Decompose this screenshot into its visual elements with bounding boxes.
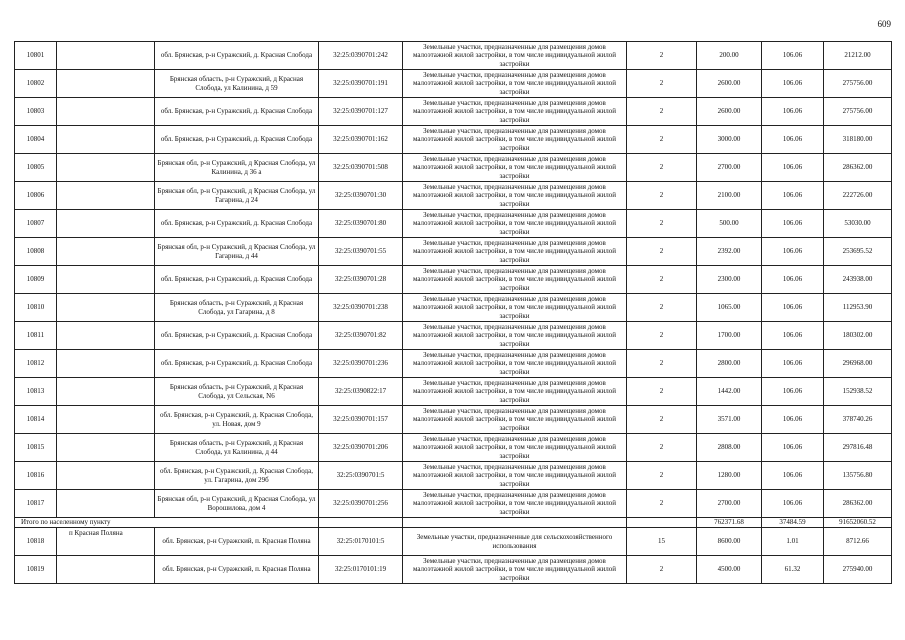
empty-cell [319,518,403,528]
cadastral-value-cell: 53030.00 [824,210,892,238]
cadastral-number-cell: 32:25:0170101:5 [319,528,403,556]
row-number: 10818 [15,528,57,556]
cadastral-value-cell: 296968.00 [824,350,892,378]
table-row [15,322,892,350]
category-code-cell: 15 [627,528,697,556]
cadastral-value-cell: 286362.00 [824,154,892,182]
unit-price-cell: 106.06 [762,406,824,434]
cadastral-value-cell: 286362.00 [824,490,892,518]
category-code-cell: 2 [627,154,697,182]
cadastral-number-cell: 32:25:0390701:82 [319,322,403,350]
land-use-cell: Земельные участки, предназначенные для размещения домов малоэтажной жилой застройки, в том числе индивидуальной жилой застройки [403,266,627,294]
unit-price-cell: 106.06 [762,238,824,266]
area-cell: 3000.00 [697,126,762,154]
unit-price-cell: 106.06 [762,490,824,518]
address-cell: Брянская область, р-н Суражский, д Красная Слобода, ул Гагарина, д 8 [155,294,319,322]
row-number: 10809 [15,266,57,294]
settlement-group-label: п Красная Поляна [69,529,123,537]
cadastral-number-cell: 32:25:0390701:30 [319,182,403,210]
row-number: 10805 [15,154,57,182]
empty-cell [57,406,155,434]
cadastral-value-cell: 275756.00 [824,98,892,126]
category-code-cell: 2 [627,182,697,210]
area-cell: 8600.00 [697,528,762,556]
row-number: 10813 [15,378,57,406]
table-row [15,556,892,584]
unit-price-cell: 106.06 [762,154,824,182]
table-row [15,378,892,406]
address-cell: обл. Брянская, р-н Суражский, д. Красная Слобода, ул. Новая, дом 9 [155,406,319,434]
category-code-cell: 2 [627,126,697,154]
land-use-cell: Земельные участки, предназначенные для размещения домов малоэтажной жилой застройки, в том числе индивидуальной жилой застройки [403,42,627,70]
table-row [15,266,892,294]
address-cell: Брянская область, р-н Суражский, д Красная Слобода, ул Калинина, д 44 [155,434,319,462]
address-cell: Брянская обл, р-н Суражский, д Красная Слобода, ул Калинина, д 36 а [155,154,319,182]
land-use-cell: Земельные участки, предназначенные для размещения домов малоэтажной жилой застройки, в том числе индивидуальной жилой застройки [403,126,627,154]
cadastral-number-cell: 32:25:0390701:236 [319,350,403,378]
empty-cell [403,518,627,528]
empty-cell [57,238,155,266]
cadastral-value-cell: 222726.00 [824,182,892,210]
table-row [15,126,892,154]
land-use-cell: Земельные участки, предназначенные для размещения домов малоэтажной жилой застройки, в том числе индивидуальной жилой застройки [403,434,627,462]
row-number: 10812 [15,350,57,378]
cadastral-number-cell: 32:25:0390701:28 [319,266,403,294]
category-code-cell: 2 [627,406,697,434]
land-use-cell: Земельные участки, предназначенные для размещения домов малоэтажной жилой застройки, в том числе индивидуальной жилой застройки [403,490,627,518]
area-cell: 4500.00 [697,556,762,584]
land-use-cell: Земельные участки, предназначенные для размещения домов малоэтажной жилой застройки, в том числе индивидуальной жилой застройки [403,182,627,210]
cadastral-number-cell: 32:25:0390701:80 [319,210,403,238]
cadastral-value-cell: 275940.00 [824,556,892,584]
row-number: 10807 [15,210,57,238]
unit-price-cell: 106.06 [762,378,824,406]
cadastral-number-cell: 32:25:0390701:157 [319,406,403,434]
category-code-cell: 2 [627,210,697,238]
land-use-cell: Земельные участки, предназначенные для размещения домов малоэтажной жилой застройки, в том числе индивидуальной жилой застройки [403,294,627,322]
empty-cell [57,490,155,518]
empty-cell [57,266,155,294]
unit-price-cell: 106.06 [762,462,824,490]
page-number: 609 [877,19,891,29]
empty-cell [57,182,155,210]
table-row [15,42,892,70]
area-cell: 1065.00 [697,294,762,322]
address-cell: Брянская обл, р-н Суражский, д Красная Слобода, ул Ворошилова, дом 4 [155,490,319,518]
unit-price-cell: 106.06 [762,42,824,70]
total-unit-price: 37484.59 [762,518,824,528]
address-cell: обл. Брянская, р-н Суражский, д. Красная Слобода [155,42,319,70]
row-number: 10816 [15,462,57,490]
table-row [15,462,892,490]
cadastral-number-cell: 32:25:0390701:206 [319,434,403,462]
area-cell: 500.00 [697,210,762,238]
cadastral-number-cell: 32:25:0390701:508 [319,154,403,182]
unit-price-cell: 106.06 [762,126,824,154]
cadastral-value-cell: 152938.52 [824,378,892,406]
land-use-cell: Земельные участки, предназначенные для размещения домов малоэтажной жилой застройки, в том числе индивидуальной жилой застройки [403,98,627,126]
address-cell: обл. Брянская, р-н Суражский, п. Красная Поляна [155,556,319,584]
address-cell: обл. Брянская, р-н Суражский, д. Красная Слобода [155,210,319,238]
table-row [15,70,892,98]
empty-cell [57,378,155,406]
table-row [15,210,892,238]
table-row [15,490,892,518]
empty-cell [57,98,155,126]
cadastral-number-cell: 32:25:0390701:256 [319,490,403,518]
area-cell: 2700.00 [697,490,762,518]
area-cell: 2808.00 [697,434,762,462]
row-number: 10808 [15,238,57,266]
address-cell: Брянская область, р-н Суражский, д Красная Слобода, ул Калинина, д 59 [155,70,319,98]
area-cell: 1442.00 [697,378,762,406]
empty-cell [57,126,155,154]
area-cell: 2800.00 [697,350,762,378]
address-cell: обл. Брянская, р-н Суражский, д. Красная Слобода [155,126,319,154]
table-row [15,434,892,462]
category-code-cell: 2 [627,556,697,584]
cadastral-number-cell: 32:25:0170101:19 [319,556,403,584]
address-cell: обл. Брянская, р-н Суражский, д. Красная Слобода, ул. Гагарина, дом 29б [155,462,319,490]
category-code-cell: 2 [627,490,697,518]
table-row [15,154,892,182]
address-cell: обл. Брянская, р-н Суражский, д. Красная Слобода [155,322,319,350]
cadastral-value-cell: 297816.48 [824,434,892,462]
cadastral-number-cell: 32:25:0390701:55 [319,238,403,266]
area-cell: 200.00 [697,42,762,70]
table-row [15,406,892,434]
unit-price-cell: 1.01 [762,528,824,556]
address-cell: Брянская область, р-н Суражский, д Красная Слобода, ул Сельская, N6 [155,378,319,406]
empty-cell [57,210,155,238]
cadastral-value-cell: 275756.00 [824,70,892,98]
unit-price-cell: 106.06 [762,322,824,350]
category-code-cell: 2 [627,42,697,70]
total-row [15,518,892,528]
row-number: 10802 [15,70,57,98]
cadastral-value-cell: 135756.80 [824,462,892,490]
cadastral-number-cell: 32:25:0390701:5 [319,462,403,490]
category-code-cell: 2 [627,70,697,98]
unit-price-cell: 106.06 [762,294,824,322]
row-number: 10804 [15,126,57,154]
land-use-cell: Земельные участки, предназначенные для размещения домов малоэтажной жилой застройки, в том числе индивидуальной жилой застройки [403,210,627,238]
row-number: 10814 [15,406,57,434]
table-row [15,98,892,126]
land-use-cell: Земельные участки, предназначенные для размещения домов малоэтажной жилой застройки, в том числе индивидуальной жилой застройки [403,322,627,350]
category-code-cell: 2 [627,434,697,462]
unit-price-cell: 106.06 [762,70,824,98]
table-row [15,238,892,266]
cadastral-number-cell: 32:25:0390701:238 [319,294,403,322]
table-row [15,528,892,556]
address-cell: обл. Брянская, р-н Суражский, д. Красная Слобода [155,98,319,126]
cadastral-number-cell: 32:25:0390701:162 [319,126,403,154]
land-use-cell: Земельные участки, предназначенные для размещения домов малоэтажной жилой застройки, в том числе индивидуальной жилой застройки [403,238,627,266]
total-area: 762371.68 [697,518,762,528]
unit-price-cell: 106.06 [762,98,824,126]
land-use-cell: Земельные участки, предназначенные для размещения домов малоэтажной жилой застройки, в том числе индивидуальной жилой застройки [403,350,627,378]
cadastral-value-cell: 378740.26 [824,406,892,434]
land-registry-table [14,41,892,584]
empty-cell [627,518,697,528]
empty-cell [57,434,155,462]
total-label: Итого по населенному пункту [15,518,319,528]
cadastral-number-cell: 32:25:0390822:17 [319,378,403,406]
unit-price-cell: 106.06 [762,350,824,378]
row-number: 10815 [15,434,57,462]
cadastral-value-cell: 253695.52 [824,238,892,266]
cadastral-value-cell: 318180.00 [824,126,892,154]
row-number: 10810 [15,294,57,322]
area-cell: 2600.00 [697,70,762,98]
empty-cell [57,350,155,378]
cadastral-value-cell: 21212.00 [824,42,892,70]
cadastral-number-cell: 32:25:0390701:127 [319,98,403,126]
empty-cell [57,462,155,490]
category-code-cell: 2 [627,238,697,266]
cadastral-value-cell: 8712.66 [824,528,892,556]
address-cell: обл. Брянская, р-н Суражский, д. Красная Слобода [155,350,319,378]
land-use-cell: Земельные участки, предназначенные для размещения домов малоэтажной жилой застройки, в том числе индивидуальной жилой застройки [403,556,627,584]
cadastral-value-cell: 243938.00 [824,266,892,294]
empty-cell [57,294,155,322]
address-cell: Брянская обл, р-н Суражский, д Красная Слобода, ул Гагарина, д 24 [155,182,319,210]
category-code-cell: 2 [627,350,697,378]
land-use-cell: Земельные участки, предназначенные для размещения домов малоэтажной жилой застройки, в том числе индивидуальной жилой застройки [403,154,627,182]
unit-price-cell: 106.06 [762,210,824,238]
area-cell: 2600.00 [697,98,762,126]
category-code-cell: 2 [627,378,697,406]
empty-cell [57,42,155,70]
empty-cell [57,556,155,584]
area-cell: 1280.00 [697,462,762,490]
table-row [15,294,892,322]
land-use-cell: Земельные участки, предназначенные для размещения домов малоэтажной жилой застройки, в том числе индивидуальной жилой застройки [403,462,627,490]
category-code-cell: 2 [627,98,697,126]
unit-price-cell: 106.06 [762,182,824,210]
row-number: 10817 [15,490,57,518]
table-row [15,182,892,210]
cadastral-value-cell: 112953.90 [824,294,892,322]
area-cell: 2300.00 [697,266,762,294]
row-number: 10801 [15,42,57,70]
row-number: 10803 [15,98,57,126]
unit-price-cell: 61.32 [762,556,824,584]
land-use-cell: Земельные участки, предназначенные для размещения домов малоэтажной жилой застройки, в том числе индивидуальной жилой застройки [403,70,627,98]
cadastral-value-cell: 180302.00 [824,322,892,350]
total-value: 91652060.52 [824,518,892,528]
unit-price-cell: 106.06 [762,266,824,294]
address-cell: обл. Брянская, р-н Суражский, п. Красная Поляна [155,528,319,556]
category-code-cell: 2 [627,322,697,350]
land-use-cell: Земельные участки, предназначенные для размещения домов малоэтажной жилой застройки, в том числе индивидуальной жилой застройки [403,378,627,406]
empty-cell [57,154,155,182]
row-number: 10811 [15,322,57,350]
cadastral-number-cell: 32:25:0390701:242 [319,42,403,70]
area-cell: 2700.00 [697,154,762,182]
category-code-cell: 2 [627,294,697,322]
table-body [15,42,892,584]
category-code-cell: 2 [627,462,697,490]
unit-price-cell: 106.06 [762,434,824,462]
empty-cell [57,322,155,350]
area-cell: 2392.00 [697,238,762,266]
address-cell: обл. Брянская, р-н Суражский, д. Красная Слобода [155,266,319,294]
empty-cell [57,528,155,556]
empty-cell [57,70,155,98]
table-row [15,350,892,378]
area-cell: 1700.00 [697,322,762,350]
area-cell: 3571.00 [697,406,762,434]
row-number: 10806 [15,182,57,210]
cadastral-number-cell: 32:25:0390701:191 [319,70,403,98]
land-use-cell: Земельные участки, предназначенные для сельскохозяйственного использования [403,528,627,556]
land-use-cell: Земельные участки, предназначенные для размещения домов малоэтажной жилой застройки, в том числе индивидуальной жилой застройки [403,406,627,434]
row-number: 10819 [15,556,57,584]
category-code-cell: 2 [627,266,697,294]
address-cell: Брянская обл, р-н Суражский, д Красная Слобода, ул Гагарина, д 44 [155,238,319,266]
area-cell: 2100.00 [697,182,762,210]
